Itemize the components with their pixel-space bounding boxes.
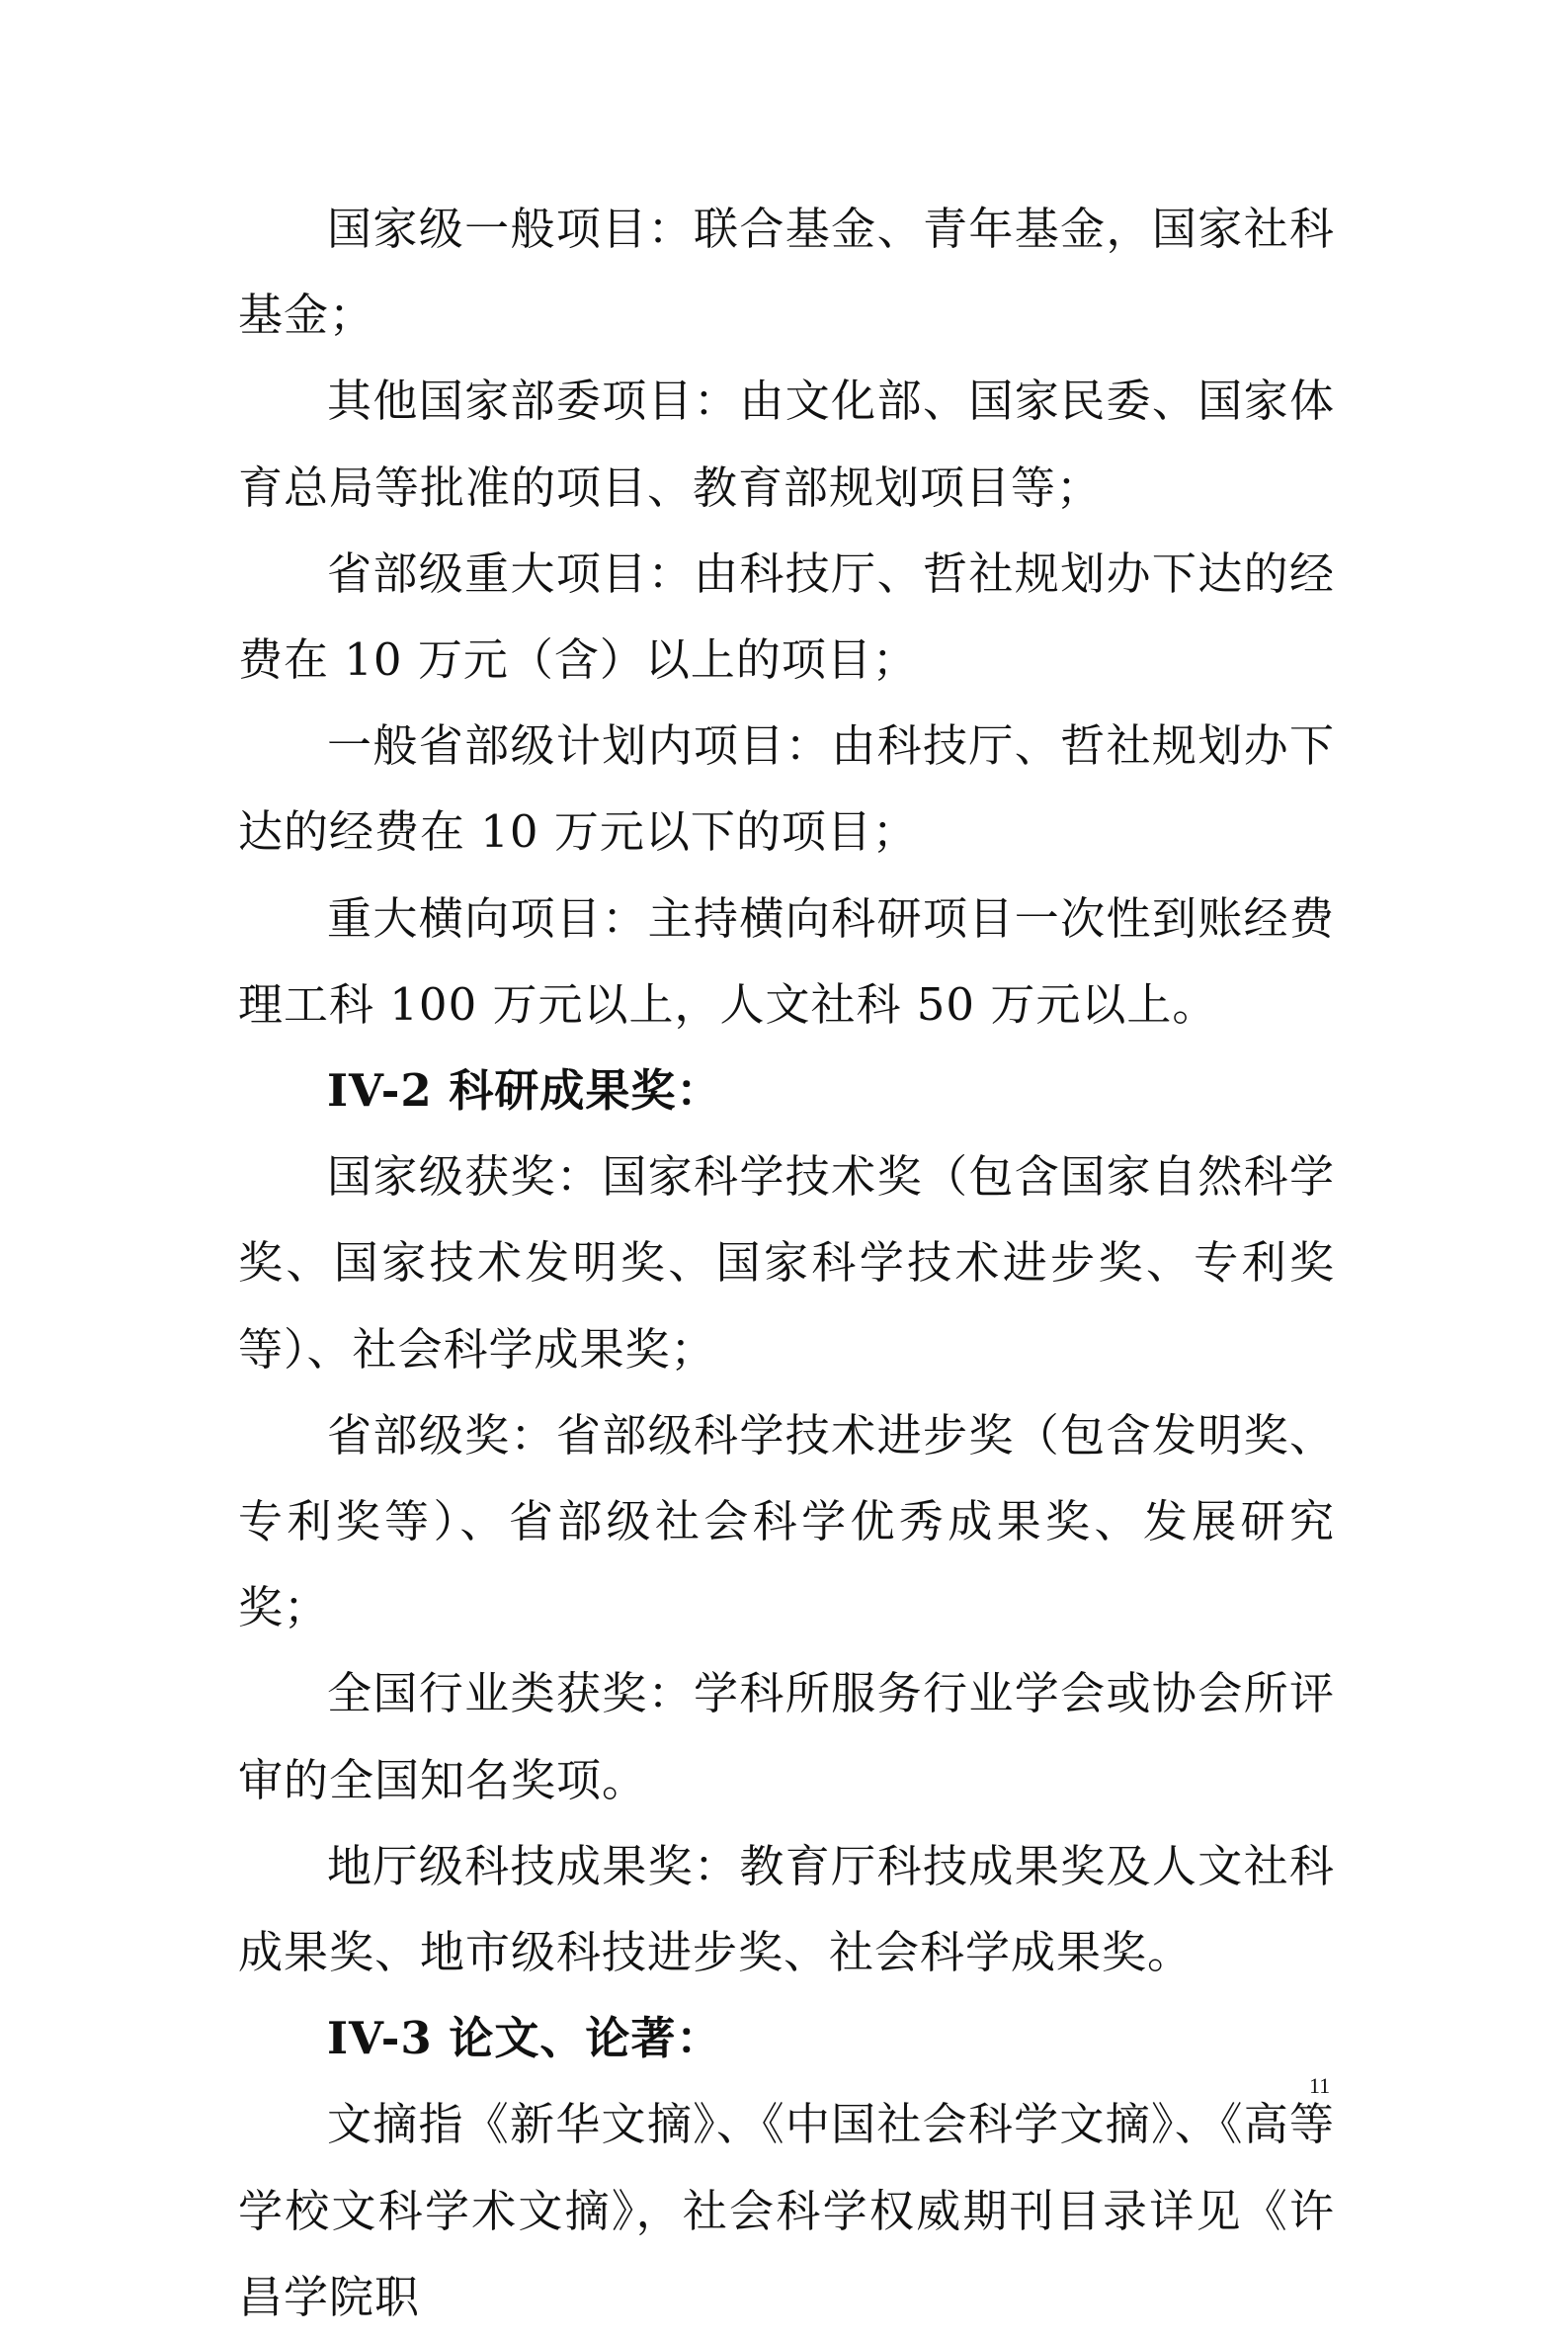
paragraph-provincial-general-projects: 一般省部级计划内项目：由科技厅、哲社规划办下达的经费在 10 万元以下的项目； bbox=[238, 719, 1335, 859]
paragraph-other-ministry-projects: 其他国家部委项目：由文化部、国家民委、国家体育总局等批准的项目、教育部规划项目等； bbox=[238, 375, 1335, 514]
paragraph-digest-journals: 文摘指《新华文摘》、《中国社会科学文摘》、《高等学校文科学术文摘》，社会科学权威期刊目录详见《许昌学院职 bbox=[238, 2098, 1335, 2323]
paragraph-municipal-awards: 地厅级科技成果奖：教育厅科技成果奖及人文社科成果奖、地市级科技进步奖、社会科学成果奖。 bbox=[238, 1839, 1335, 1979]
paragraph-major-horizontal-projects: 重大横向项目：主持横向科研项目一次性到账经费理工科 100 万元以上，人文社科 50 万元以上。 bbox=[238, 891, 1335, 1031]
section-heading-papers-works: IV-3 论文、论著： bbox=[327, 2012, 722, 2065]
document-body bbox=[238, 186, 1335, 2340]
page-number: 11 bbox=[1309, 2073, 1331, 2098]
paragraph-provincial-awards: 省部级奖：省部级科学技术进步奖（包含发明奖、专利奖等）、省部级社会科学优秀成果奖、发展研究奖； bbox=[238, 1408, 1335, 1634]
paragraph-national-awards: 国家级获奖：国家科学技术奖（包含国家自然科学奖、国家技术发明奖、国家科学技术进步奖、专利奖等）、社会科学成果奖； bbox=[238, 1150, 1335, 1376]
section-heading-research-awards: IV-2 科研成果奖： bbox=[327, 1064, 722, 1118]
paragraph-provincial-major-projects: 省部级重大项目：由科技厅、哲社规划办下达的经费在 10 万元（含）以上的项目； bbox=[238, 546, 1335, 687]
paragraph-industry-awards: 全国行业类获奖：学科所服务行业学会或协会所评审的全国知名奖项。 bbox=[238, 1667, 1335, 1806]
paragraph-national-general-projects: 国家级一般项目：联合基金、青年基金，国家社科基金； bbox=[238, 203, 1335, 342]
